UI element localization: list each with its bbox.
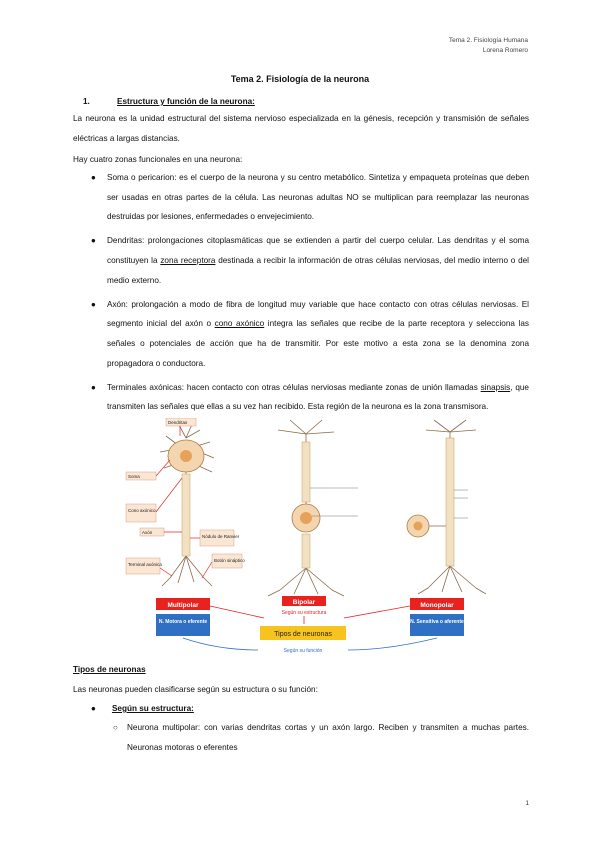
types-title: Tipos de neuronas	[73, 665, 146, 674]
label-nodulo: Nódulo de Ranvier	[202, 534, 240, 539]
label-soma: Soma	[128, 474, 140, 479]
zones-list	[73, 168, 529, 422]
page-header	[449, 36, 528, 56]
segun-estructura-label: Según su estructura	[281, 610, 327, 616]
bullet-icon: ●	[91, 236, 96, 246]
func-sensitiva: N. Sensitiva o aferente	[410, 619, 464, 625]
circle-bullet-icon: ○	[113, 723, 118, 732]
list-item: ● Terminales axónicas: hacen contacto con otras células nerviosas mediante zonas de unión llamadas sinapsis, que transmiten las señales que ellas a su vez han recibido. Esta región de la neurona es la zona transmisora.	[73, 378, 529, 417]
term-sinapsis: sinapsis	[480, 382, 511, 392]
section-number: 1.	[83, 97, 90, 106]
bullet-icon: ●	[91, 704, 96, 713]
term-cono-axonico: cono axónico	[214, 319, 265, 329]
tipos-label: Tipos de neuronas	[274, 631, 332, 638]
bullet-icon: ●	[91, 382, 96, 392]
multipolar-item: ○ Neurona multipolar: con varias dendritas cortas y un axón largo. Reciben y transmiten a muchas partes. Neuronas motoras o eferentes	[127, 718, 529, 757]
label-cono: Cono axónico	[128, 508, 156, 513]
list-item: ● Dendritas: prolongaciones citoplasmáticas que se extienden a partir del cuerpo celular. Las dendritas y el soma constituyen la zona receptora destinada a recibir la información de otras células nerviosas, del medio interno o del medio externo.	[73, 231, 529, 290]
list-item: ● Soma o pericarion: es el cuerpo de la neurona y su centro metabólico. Sintetiza y empaqueta proteínas que deben ser usadas en otras partes de la célula. Las neuronas adultas NO se multiplican para reemplazar las neuronas destruidas por lesiones, enfermedades o envejecimiento.	[73, 168, 529, 227]
intro-paragraph: La neurona es la unidad estructural del sistema nervioso especializada en la génesis, recepción y transmisión de señales eléctricas a largas distancias.	[73, 114, 529, 143]
header-course: Tema 2. Fisiología Humana	[448, 37, 528, 44]
header-author: Lorena Romero	[482, 47, 528, 54]
page-number: 1	[525, 800, 529, 807]
page-title: Tema 2. Fisiología de la neurona	[230, 74, 370, 84]
label-terminal: Terminal axónica	[128, 562, 162, 567]
zones-intro: Hay cuatro zonas funcionales en una neurona:	[73, 155, 243, 164]
term-zona-receptora: zona receptora	[160, 255, 216, 265]
structure-subheading: ● Según su estructura:	[91, 704, 194, 713]
type-bipolar: Bipolar	[292, 599, 316, 606]
list-item: ● Axón: prolongación a modo de fibra de longitud muy variable que hace contacto con otras células nerviosas. El segmento inicial del axón o cono axónico integra las señales que recibe de la parte receptora y selecciona las señales o potenciales de acción que ha de transmitir. Por este motivo a esta zona se la denomina zona propagadora o conductora.	[73, 295, 529, 373]
type-multipolar: Multipolar	[167, 602, 199, 609]
section-label: Estructura y función de la neurona:	[117, 97, 255, 106]
segun-funcion-label: Según su función	[283, 648, 323, 654]
types-intro: Las neuronas pueden clasificarse según su estructura o su función:	[73, 685, 318, 694]
func-motora: N. Motora o eferente	[158, 619, 208, 625]
label-axon: Axón	[142, 530, 153, 535]
bullet-icon: ●	[91, 299, 96, 309]
label-boton: Botón sináptico	[214, 558, 245, 563]
neuron-types-figure	[118, 418, 490, 664]
label-dendritas: Dendritas	[168, 420, 188, 425]
bullet-icon: ●	[91, 173, 96, 182]
type-monopolar: Monopolar	[420, 602, 454, 609]
